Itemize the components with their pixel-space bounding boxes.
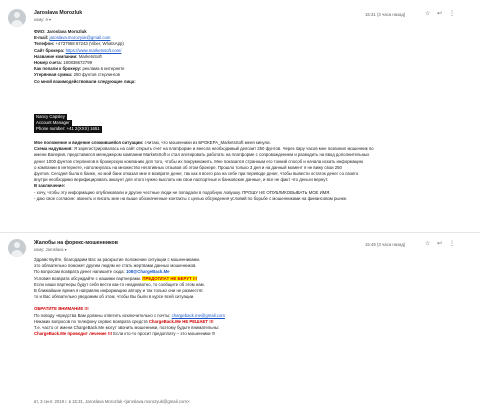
field-site: Сайт брокера: https://www.marketssoft.com/: [34, 47, 122, 53]
more-options-icon[interactable]: ⋮: [449, 241, 455, 247]
avatar-head: [14, 12, 20, 18]
reply-line-4: Если наши партнеры будут себя вести как-то неадекватно, то сообщите об этом нам.: [34, 281, 205, 287]
not-solve-warning: ChargeBack.Me НЕ РЕШАЕТ !!!: [148, 318, 214, 324]
attention-line-4: ChargeBack.Me проводит лечение !!! Если кто-то просит предоплату – это мошенники !!!: [34, 331, 216, 337]
reply-line-5: В ближайшие время я направлю информацию автору и так только они не разместят.: [34, 288, 204, 294]
reply-icon[interactable]: ↩: [437, 11, 443, 17]
redacted-line-1: Nancy Capsley: [36, 114, 65, 119]
timestamp: 15:49 (3 часа назад): [365, 242, 406, 247]
redacted-line-2: Account Manager: [36, 120, 70, 126]
attention-line-3: Т.е. часто от имени ChargeBack.Me могут звонить мошенники, поэтому будьте внимательны:: [34, 325, 220, 331]
avatar-head: [14, 242, 20, 248]
quoted-header: вт, 3 сент. 2019 г. в 15:31, Jaroslava Morozluk <jaroslava.morozyuk@gmail.com>:: [34, 399, 191, 404]
reply-icon[interactable]: ↩: [437, 241, 443, 247]
redacted-line-3: Phone number: +41 2(XXX) 1651: [36, 126, 100, 132]
email-message-2: [0, 233, 480, 417]
bullet-2: - даю свое согласие: звонить и писать мне на выше обозначенные контакты с целью обсуждения условий по борьбе с мошенниками на финансовом рынке.: [34, 195, 348, 201]
sender-avatar[interactable]: [8, 9, 26, 27]
star-icon[interactable]: ☆: [425, 241, 431, 247]
sender-avatar[interactable]: [8, 239, 26, 257]
story-line-1: имени Валерия, представился менеджером компании MarketsSoft и стал агитировать работать на платформе с сопровождением и разводить на ввод дополнительных: [34, 152, 370, 158]
story-line-0: Схема надувания: Я зарегистрировалась на сайт открыть счет на платформе и внесла необходимый депозит 250 фунтов. Через пару часов мне позвонил мошенник по: [34, 146, 374, 152]
attention-heading: ОБРАТИТЕ ВНИМАНИЕ !!!: [34, 306, 89, 312]
conclusion-label: В заключение:: [34, 183, 66, 189]
chevron-down-icon[interactable]: ▾: [49, 17, 52, 22]
star-icon[interactable]: ☆: [425, 11, 431, 17]
field-phone: Телефон: +4737958 67243 (Viber, WhatsApp): [34, 41, 124, 47]
reply-line-6: то и Вас обязательно уведомим об этом, чтобы Вы были в курсе всей ситуации.: [34, 294, 195, 300]
redacted-contact: [34, 114, 102, 133]
site-link[interactable]: https://www.marketssoft.com/: [65, 47, 122, 53]
reply-line-3: Условия возврата обсуждайте с нашими партнерами. ПРЕДОПЛАТ НЕ БЕРУТ !!!: [34, 275, 198, 281]
chargeback-link[interactable]: 108@ChargeBack.Me: [125, 269, 170, 275]
story-line-3: о компании в интернете, натолкнулась на множество негативных отзывов об этом брокере. Прошло только 3 дня и на данный момент я не вижу свои 250: [34, 164, 342, 170]
story-line-2: денег 1000 фунтов стерлингов в брокерскую компанию для того, чтобы их покрумножить. Мне показался странным его тонкий способ и начала искать информацию: [34, 158, 364, 164]
recipient-text: кому: Jaroslava: [34, 247, 64, 252]
field-fio: ФИО: Jaroslava Morozluk: [34, 29, 87, 34]
field-contacts: Со мной взаимодействовали следующие лица:: [34, 78, 136, 84]
story-line-5: внутри необходимо верифицировать аккаунт для этого нужно выслать им свои паспортные и банковские данные, и все не факт что деньги вернут.: [34, 177, 329, 183]
field-company: Название компании: MarketsSoft: [34, 53, 102, 59]
attention-line-1: По поводу «вредства Вам должны ответить исключительно с почты: chargeback.me@gmail.com: [34, 312, 225, 318]
recipient-line[interactable]: [34, 247, 67, 252]
field-lost: Утерянная сумма: 250 фунтов стерлингов: [34, 72, 120, 78]
email-link[interactable]: jaroslava.morozyuk@gmail.com: [49, 35, 111, 41]
avatar-body: [11, 20, 23, 27]
reply-line-2: По вопросам возврата денег напишите сюда: 108@ChargeBack.Me: [34, 269, 170, 275]
story-block: [34, 140, 374, 202]
chargeback-email-link[interactable]: chargeback.me@gmail.com: [171, 312, 225, 318]
story-heading: Мое положение и видение сложившейся ситуации: считаю, что мошенники из БРОКЕРА_MarketsSoft меня кинули.: [34, 140, 271, 145]
story-line-4: фунтов. Сегодня была в банке, но мой банк отказал мне в возврате денег, так как я всего раз на себе при переводе денег, чтобы вывести остаток денег со своего: [34, 171, 359, 177]
field-account: Номер счета: 180838672799: [34, 60, 92, 66]
recipient-text: кому: я: [34, 17, 48, 22]
timestamp: 15:31 (3 часа назад): [365, 12, 406, 17]
reply-greeting: Здравствуйте, благодарим Вас за раскрытие положение ситуации с мошенниками.: [34, 257, 201, 262]
prepayment-warning: ПРЕДОПЛАТ НЕ БЕРУТ !!!: [142, 275, 198, 281]
field-how: Как попали к брокеру: реклама в интернете: [34, 66, 125, 72]
sender-name[interactable]: Жалобы на форекс-мошенников: [34, 240, 118, 246]
field-email: E-mail: jaroslava.morozyuk@gmail.com: [34, 35, 111, 41]
more-options-icon[interactable]: ⋮: [449, 11, 455, 17]
recipient-line[interactable]: [34, 17, 51, 22]
sender-name[interactable]: Jaroslava Morozluk: [34, 10, 83, 16]
email-body-1: [34, 29, 136, 85]
email-body-2: [34, 257, 225, 337]
reply-line-1: это обязательно поможет другим людям не стать жертвами данных мошенников.: [34, 263, 197, 269]
attention-line-2: Никаких вопросов по телефону сервис возврата средств ChargeBack.Me НЕ РЕШАЕТ !!!: [34, 318, 214, 324]
bullet-1: - хочу, чтобы эту информацию опубликовали и другие честные люди не попадали в подобную ловушку. ПРОШУ НЕ ОПУБЛИКОВЫВАТЬ МОЕ ИМЯ.: [34, 189, 331, 195]
avatar-body: [11, 250, 23, 257]
chevron-down-icon[interactable]: ▾: [64, 247, 67, 252]
